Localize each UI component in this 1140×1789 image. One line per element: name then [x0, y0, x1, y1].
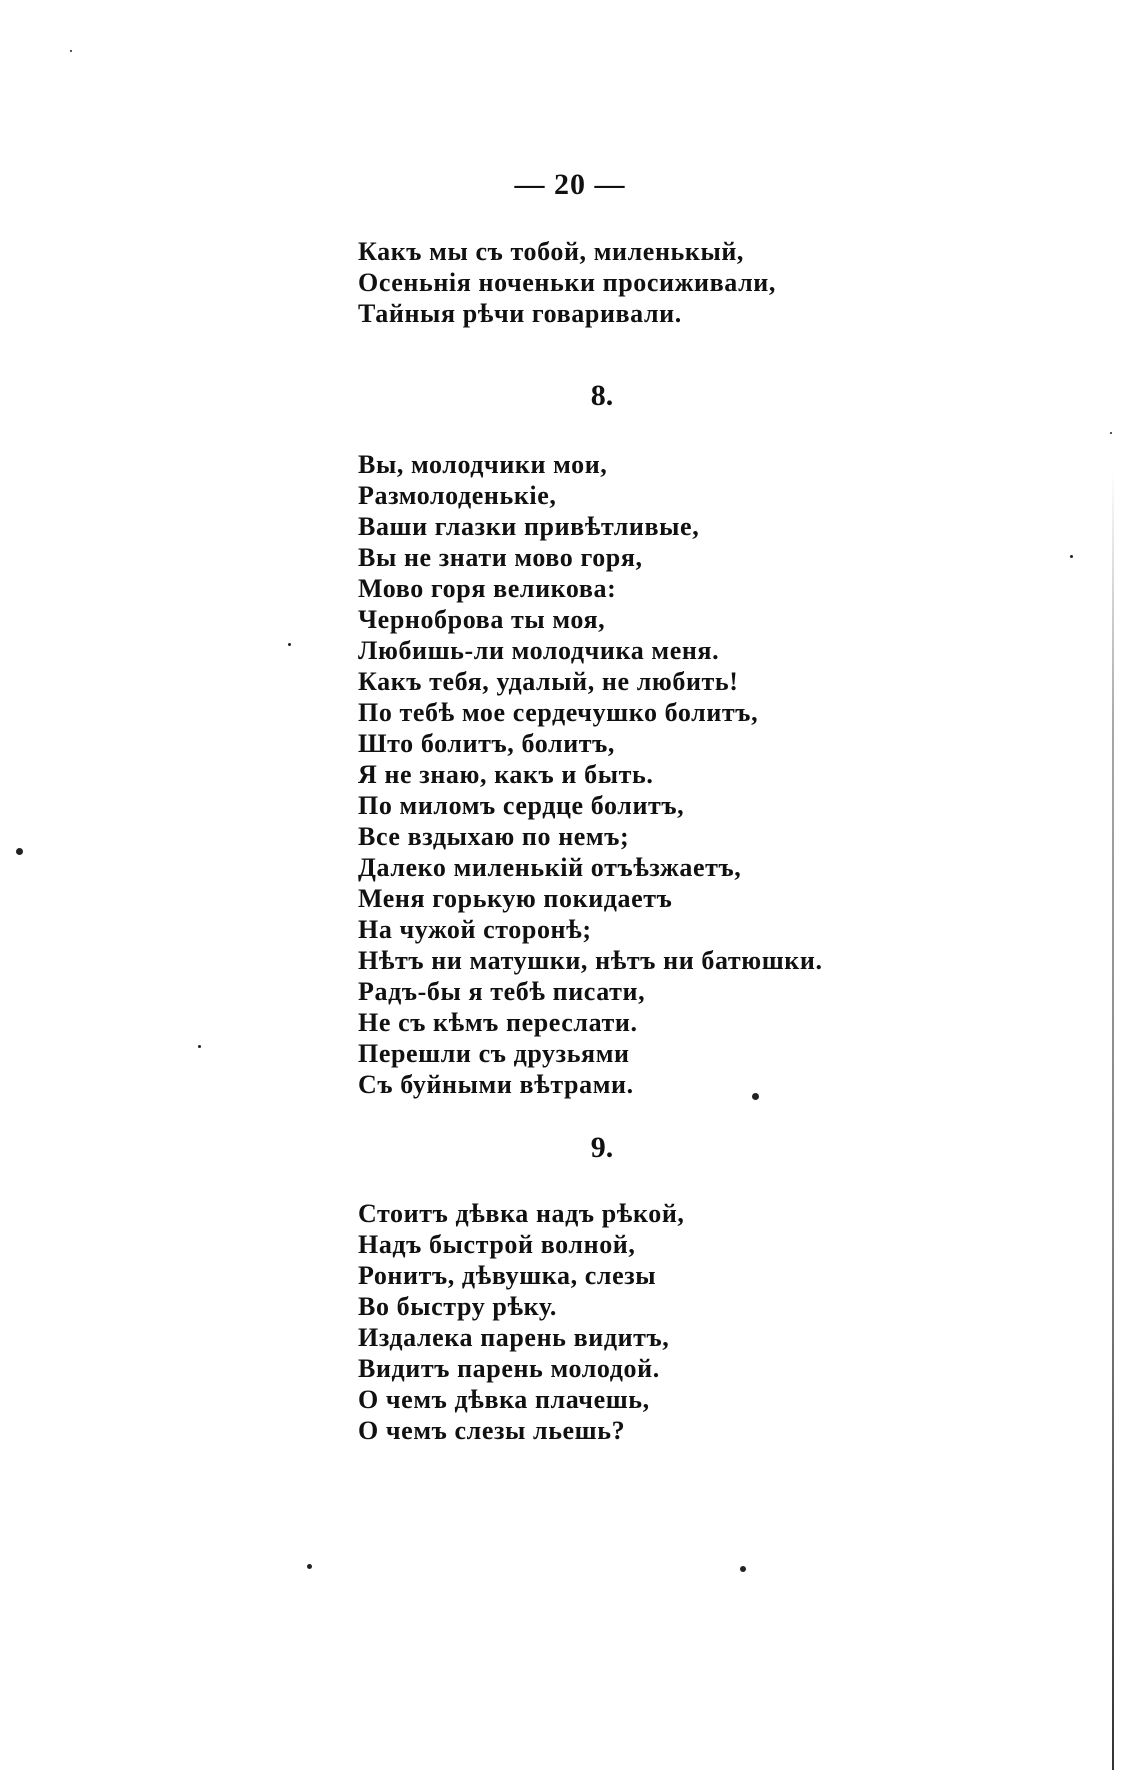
verse-line: Нѣтъ ни матушки, нѣтъ ни батюшки. [358, 946, 823, 975]
verse-line: Все вздыхаю по немъ; [358, 822, 630, 851]
scan-speck [740, 1566, 746, 1572]
verse-line: Мово горя великова: [358, 574, 617, 603]
scan-speck [1070, 555, 1073, 558]
verse-line: Во быстру рѣку. [358, 1292, 557, 1321]
poem-9 [358, 1198, 685, 1446]
scan-speck [752, 1093, 759, 1100]
verse-line: Тайныя рѣчи говаривали. [358, 299, 682, 328]
verse-line: По тебѣ мое сердечушко болитъ, [358, 698, 759, 727]
scan-speck [198, 1045, 201, 1048]
verse-line: Любишь-ли молодчика меня. [358, 636, 720, 665]
poem-8 [358, 449, 823, 1100]
verse-line: Далеко миленькій отъѣзжаетъ, [358, 853, 742, 882]
scan-speck [70, 50, 72, 52]
page-number: — 20 — [514, 168, 626, 201]
verse-line: Вы, молодчики мои, [358, 450, 608, 479]
scan-speck [1110, 432, 1112, 434]
verse-line: Меня горькую покидаетъ [358, 884, 673, 913]
scan-edge-line [1112, 470, 1114, 1770]
verse-line: Стоитъ дѣвка надъ рѣкой, [358, 1199, 685, 1228]
verse-line: Осеньнія ноченьки просиживали, [358, 268, 776, 297]
intro-stanza [358, 236, 776, 329]
verse-line: Вы не знати мово горя, [358, 543, 643, 572]
verse-line: Радъ-бы я тебѣ писати, [358, 977, 646, 1006]
scan-speck [307, 1564, 312, 1569]
verse-line: Ваши глазки привѣтливые, [358, 512, 700, 541]
verse-line: Какъ мы съ тобой, миленькый, [358, 237, 745, 266]
song-number-9: 9. [590, 1131, 614, 1164]
song-number-8: 8. [590, 379, 614, 412]
verse-line: О чемъ дѣвка плачешь, [358, 1385, 650, 1414]
verse-line: Видитъ парень молодой. [358, 1354, 660, 1383]
scan-speck [288, 643, 291, 646]
verse-line: Съ буйными вѣтрами. [358, 1070, 634, 1099]
verse-line: Што болитъ, болитъ, [358, 729, 616, 758]
verse-line: Надъ быстрой волной, [358, 1230, 636, 1259]
verse-line: Перешли съ друзьями [358, 1039, 630, 1068]
verse-line: О чемъ слезы льешь? [358, 1416, 626, 1445]
verse-line: Я не знаю, какъ и быть. [358, 760, 654, 789]
verse-line: Издалека парень видитъ, [358, 1323, 670, 1352]
verse-line: Ронитъ, дѣвушка, слезы [358, 1261, 657, 1290]
verse-line: Размолоденькіе, [358, 481, 557, 510]
verse-line: Не съ кѣмъ переслати. [358, 1008, 638, 1037]
verse-line: Какъ тебя, удалый, не любить! [358, 667, 739, 696]
verse-line: Черноброва ты моя, [358, 605, 606, 634]
verse-line: На чужой сторонѣ; [358, 915, 592, 944]
verse-line: По миломъ сердце болитъ, [358, 791, 685, 820]
scan-speck [16, 848, 23, 855]
